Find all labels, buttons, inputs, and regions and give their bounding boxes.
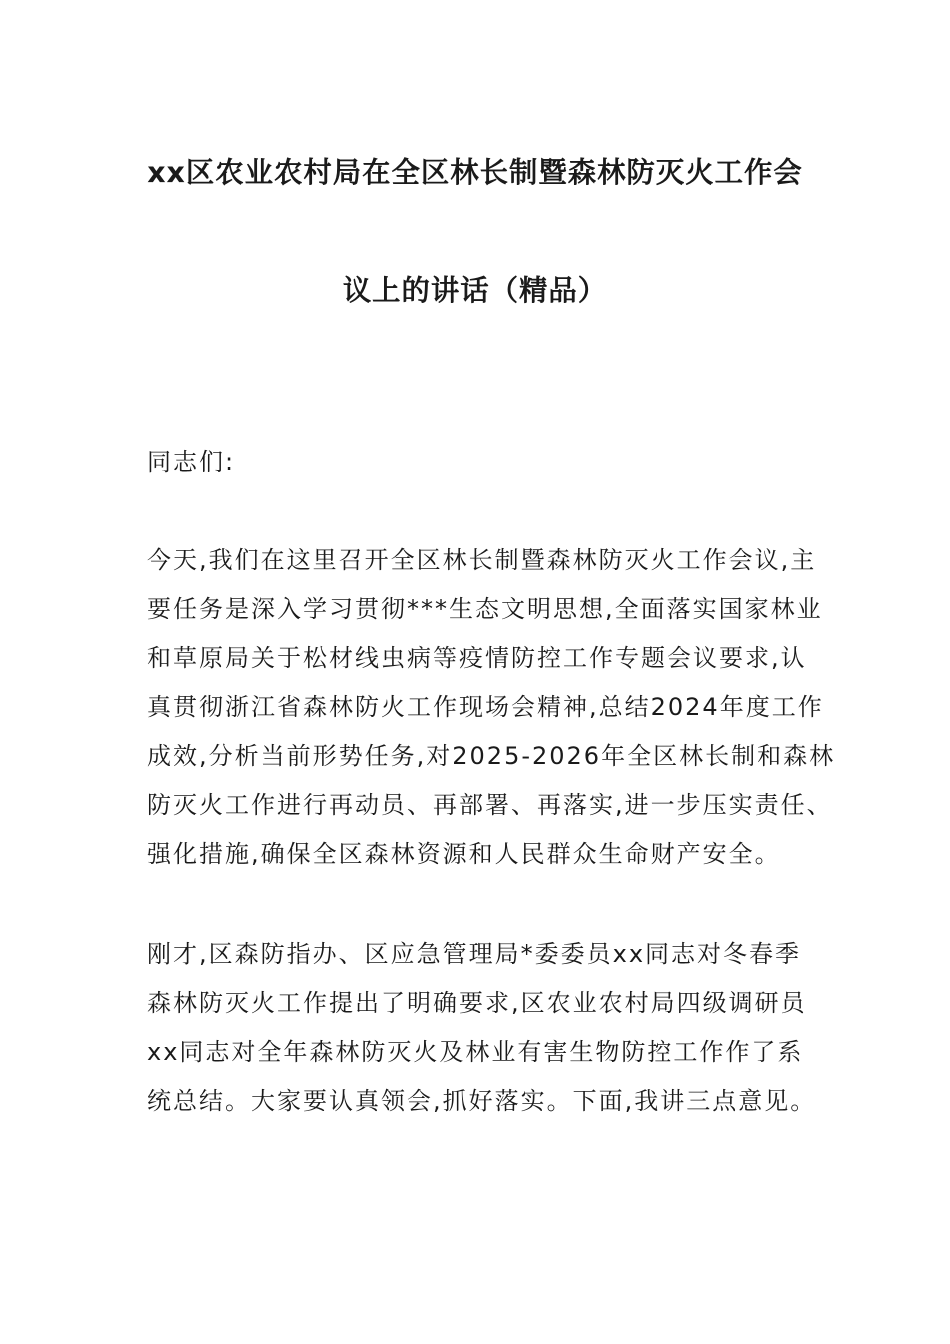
paragraph-1-line: 和草原局关于松材线虫病等疫情防控工作专题会议要求,认 <box>147 644 807 672</box>
paragraph-1-line: 成效,分析当前形势任务,对2025-2026年全区林长制和森林 <box>147 742 836 770</box>
paragraph-1-line: 要任务是深入学习贯彻***生态文明思想,全面落实国家林业 <box>147 595 823 623</box>
paragraph-2-line: 森林防灭火工作提出了明确要求,区农业农村局四级调研员 <box>147 989 807 1017</box>
paragraph-1-line: 今天,我们在这里召开全区林长制暨森林防灭火工作会议,主 <box>147 546 817 574</box>
paragraph-1-line: 强化措施,确保全区森林资源和人民群众生命财产安全。 <box>147 840 781 868</box>
document-title-line-2: 议上的讲话（精品） <box>342 274 608 307</box>
document-title-line-1: xx区农业农村局在全区林长制暨森林防灭火工作会 <box>147 156 803 189</box>
salutation: 同志们: <box>147 448 236 476</box>
paragraph-2-line: 刚才,区森防指办、区应急管理局*委委员xx同志对冬春季 <box>147 940 802 968</box>
paragraph-1-line: 防灭火工作进行再动员、再部署、再落实,进一步压实责任、 <box>147 791 833 819</box>
paragraph-2-line: xx同志对全年森林防灭火及林业有害生物防控工作作了系 <box>147 1038 804 1066</box>
paragraph-1-line: 真贯彻浙江省森林防火工作现场会精神,总结2024年度工作 <box>147 693 824 721</box>
paragraph-2-line: 统总结。大家要认真领会,抓好落实。下面,我讲三点意见。 <box>147 1087 817 1115</box>
